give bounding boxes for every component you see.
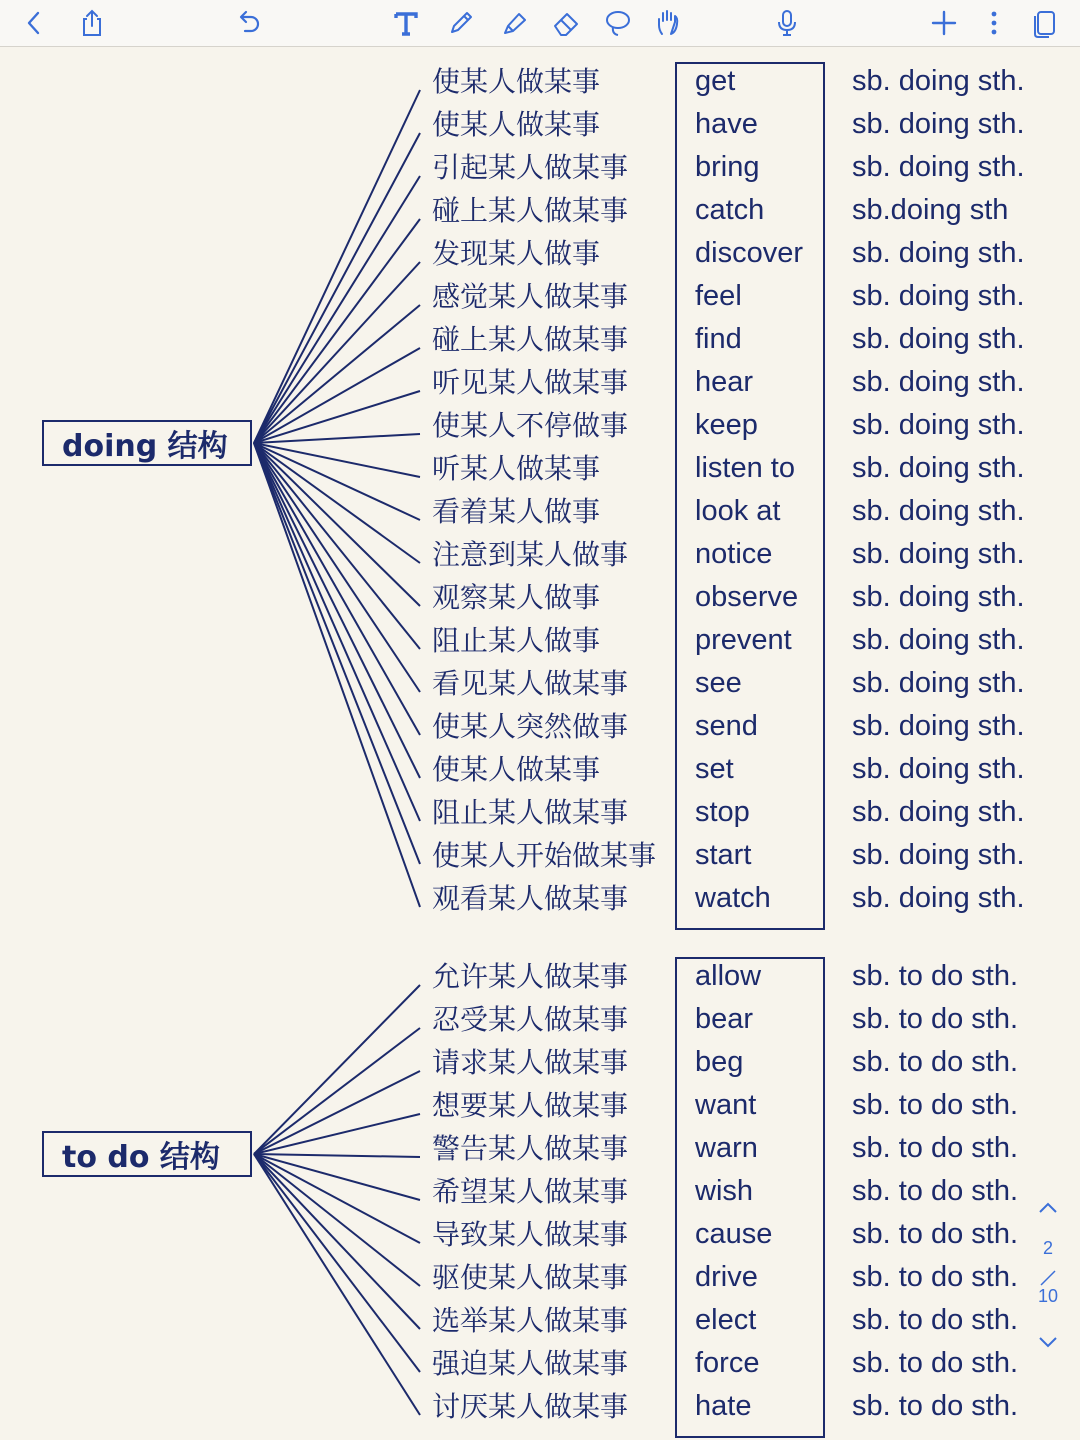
page-separator [1038,1268,1058,1288]
pattern: sb. doing sth. [852,581,1025,613]
pattern: sb. doing sth. [852,108,1025,140]
pattern: sb. doing sth. [852,710,1025,742]
pattern: sb. doing sth. [852,753,1025,785]
chinese-meaning: 使某人做某事 [432,753,601,786]
branch-line [254,1154,420,1243]
branch-line [254,176,420,443]
chinese-meaning: 碰上某人做某事 [432,194,629,227]
verb: keep [695,409,758,441]
pattern: sb. doing sth. [852,839,1025,871]
category-label: to do 结构 [42,1131,252,1177]
verb: want [695,1089,757,1121]
chinese-meaning: 使某人做某事 [432,65,601,98]
chinese-meaning: 使某人不停做事 [432,409,629,442]
chinese-meaning: 看着某人做事 [432,495,601,528]
pattern: sb. doing sth. [852,796,1025,828]
branch-line [254,90,420,443]
verb: bear [695,1003,754,1035]
verb: watch [695,882,771,914]
verb: drive [695,1261,758,1293]
back-icon[interactable] [14,4,54,42]
lasso-tool-icon[interactable] [598,4,638,42]
verb: have [695,108,758,140]
branch-line [254,1154,420,1329]
branch-line [254,1071,420,1154]
chinese-meaning: 讨厌某人做某事 [432,1390,629,1423]
verb: send [695,710,758,742]
branch-line [254,219,420,443]
current-page: 2 [1042,1238,1053,1258]
pattern: sb. to do sth. [852,1347,1019,1379]
chinese-meaning: 使某人开始做某事 [432,839,657,872]
chinese-meaning: 感觉某人做某事 [432,280,629,313]
category-label: doing 结构 [42,420,252,466]
chinese-meaning: 使某人做某事 [432,108,601,141]
branch-line [254,1028,420,1154]
text-tool-icon[interactable] [386,4,426,42]
pattern: sb. to do sth. [852,1132,1019,1164]
verb: observe [695,581,799,613]
pattern: sb. doing sth. [852,323,1025,355]
chinese-meaning: 想要某人做某事 [432,1089,629,1122]
chinese-meaning: 碰上某人做某事 [432,323,629,356]
verb: cause [695,1218,773,1250]
pattern: sb. to do sth. [852,1003,1019,1035]
chinese-meaning: 忍受某人做某事 [432,1003,629,1036]
verb: look at [695,495,781,527]
chinese-meaning: 导致某人做某事 [432,1218,629,1251]
chinese-meaning: 观看某人做某事 [432,882,629,915]
verb: force [695,1347,760,1379]
chinese-meaning: 使某人突然做事 [432,710,629,743]
verb: bring [695,151,760,183]
add-icon[interactable] [924,4,964,42]
verb: start [695,839,752,871]
verb: notice [695,538,773,570]
pattern: sb. doing sth. [852,237,1025,269]
verb: set [695,753,734,785]
chinese-meaning: 听某人做某事 [432,452,601,485]
verb: find [695,323,742,355]
branch-line [254,1154,420,1286]
pattern: sb. doing sth. [852,366,1025,398]
verb: stop [695,796,750,828]
hand-tool-icon[interactable] [648,4,688,42]
chinese-meaning: 强迫某人做某事 [432,1347,629,1380]
pattern: sb. to do sth. [852,1261,1019,1293]
branch-line [254,443,420,735]
pattern: sb. doing sth. [852,495,1025,527]
branch-line [254,1154,420,1157]
branch-line [254,305,420,443]
pattern: sb. to do sth. [852,1175,1019,1207]
pattern: sb. to do sth. [852,1218,1019,1250]
verb: catch [695,194,765,226]
microphone-icon[interactable] [767,4,807,42]
verb-column-box [675,957,825,1438]
total-pages: 10 [1037,1286,1059,1306]
branch-line [254,443,420,907]
pattern: sb. doing sth. [852,151,1025,183]
pen-tool-icon[interactable] [441,4,481,42]
chinese-meaning: 允许某人做某事 [432,960,629,993]
pattern: sb. doing sth. [852,667,1025,699]
chinese-meaning: 选举某人做某事 [432,1304,629,1337]
pattern: sb.doing sth [852,194,1009,226]
toolbar [0,0,1080,47]
verb: discover [695,237,803,269]
pattern: sb. to do sth. [852,1046,1019,1078]
chinese-meaning: 发现某人做事 [432,237,601,270]
verb: feel [695,280,742,312]
pattern: sb. to do sth. [852,1390,1019,1422]
verb-column-box [675,62,825,930]
page-indicator [1030,1198,1066,1348]
branch-line [254,985,420,1154]
note-page[interactable] [0,47,1080,1440]
verb: allow [695,960,762,992]
branch-line [254,443,420,821]
pattern: sb. doing sth. [852,280,1025,312]
highlighter-tool-icon[interactable] [494,4,534,42]
verb: see [695,667,742,699]
verb: beg [695,1046,744,1078]
verb: hear [695,366,754,398]
chinese-meaning: 引起某人做某事 [432,151,629,184]
chinese-meaning: 观察某人做事 [432,581,601,614]
branch-line [254,443,420,778]
share-icon[interactable] [72,4,112,42]
pattern: sb. doing sth. [852,409,1025,441]
chinese-meaning: 听见某人做某事 [432,366,629,399]
pattern: sb. doing sth. [852,65,1025,97]
pattern: sb. to do sth. [852,1089,1019,1121]
chinese-meaning: 看见某人做某事 [432,667,629,700]
verb: warn [695,1132,758,1164]
verb: hate [695,1390,752,1422]
chinese-meaning: 希望某人做某事 [432,1175,629,1208]
chinese-meaning: 阻止某人做某事 [432,796,629,829]
verb: listen to [695,452,795,484]
chinese-meaning: 警告某人做某事 [432,1132,629,1165]
branch-line [254,1154,420,1372]
verb: prevent [695,624,792,656]
pattern: sb. doing sth. [852,452,1025,484]
pattern: sb. doing sth. [852,538,1025,570]
page-up-icon[interactable] [1038,1198,1058,1210]
verb: elect [695,1304,757,1336]
branch-line [254,443,420,606]
verb: get [695,65,736,97]
pages-icon[interactable] [1024,4,1064,42]
page-down-icon[interactable] [1038,1332,1058,1344]
chinese-meaning: 注意到某人做事 [432,538,629,571]
pattern: sb. doing sth. [852,624,1025,656]
verb: wish [695,1175,754,1207]
undo-icon[interactable] [228,4,268,42]
more-icon[interactable] [974,4,1014,42]
pattern: sb. to do sth. [852,1304,1019,1336]
pattern: sb. doing sth. [852,882,1025,914]
pattern: sb. to do sth. [852,960,1019,992]
chinese-meaning: 阻止某人做事 [432,624,601,657]
chinese-meaning: 驱使某人做某事 [432,1261,629,1294]
eraser-tool-icon[interactable] [546,4,586,42]
chinese-meaning: 请求某人做某事 [432,1046,629,1079]
